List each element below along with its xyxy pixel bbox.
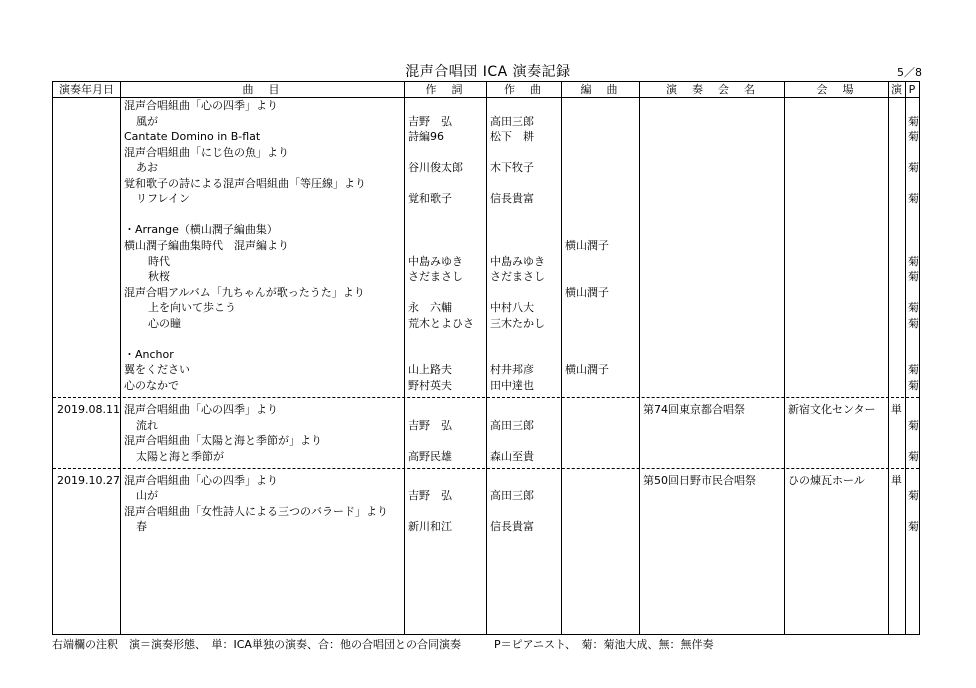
cell-piece: 流れ (136, 418, 158, 432)
cell-composer: 松下 耕 (490, 130, 534, 144)
cell-composer: 高田三郎 (490, 418, 534, 432)
column-divider (561, 82, 562, 634)
cell-arranger: 横山潤子 (565, 238, 609, 252)
document-title: 混声合唱団 ICA 演奏記録 (405, 64, 571, 80)
cell-lyrics: 野村英夫 (408, 378, 452, 392)
cell-lyrics: 吉野 弘 (408, 418, 452, 432)
cell-piece: 心の瞳 (148, 316, 181, 330)
cell-lyrics: 谷川俊太郎 (408, 161, 463, 175)
cell-arranger: 横山潤子 (565, 363, 609, 377)
column-divider (639, 82, 640, 634)
cell-lyrics: 山上路夫 (408, 363, 452, 377)
cell-lyrics: 永 六輔 (408, 301, 452, 315)
cell-lyrics: 詩編96 (408, 130, 444, 144)
cell-pianist: 菊 (908, 161, 919, 175)
cell-lyrics: 吉野 弘 (408, 489, 452, 503)
column-divider (784, 82, 785, 634)
cell-composer: 木下牧子 (490, 161, 534, 175)
cell-venue: 新宿文化センター (788, 403, 876, 416)
column-divider (888, 82, 889, 634)
cell-pianist: 菊 (908, 316, 919, 330)
record-table (52, 81, 920, 635)
cell-piece: あお (136, 161, 158, 175)
header-pianist: P (908, 83, 916, 96)
cell-pianist: 菊 (908, 520, 919, 534)
cell-piece: 山が (136, 489, 158, 503)
header-concert: 演 奏 会 名 (666, 83, 757, 96)
header-form: 演 (891, 83, 902, 96)
cell-piece: 心のなかで (124, 378, 179, 392)
column-divider (486, 82, 487, 634)
cell-piece: ・Arrange（横山潤子編曲集） (124, 223, 278, 237)
cell-lyrics: 高野民雄 (408, 449, 452, 463)
cell-pianist: 菊 (908, 270, 919, 284)
cell-composer: 三木たかし (490, 316, 545, 330)
cell-piece: 混声合唱アルバム「九ちゃんが歌ったうた」より (124, 285, 365, 299)
cell-composer: 信長貴富 (490, 520, 534, 534)
cell-pianist: 菊 (908, 130, 919, 144)
cell-piece: 時代 (148, 254, 170, 268)
cell-pianist: 菊 (908, 114, 919, 128)
cell-lyrics: さだまさし (408, 270, 463, 284)
cell-composer: 中村八大 (490, 301, 534, 315)
cell-piece: リフレイン (136, 192, 191, 206)
cell-piece: 混声合唱組曲「心の四季」より (124, 473, 278, 487)
header-venue: 会 場 (816, 83, 856, 96)
cell-pianist: 菊 (908, 301, 919, 315)
cell-piece: 混声合唱組曲「心の四季」より (124, 99, 278, 112)
cell-lyrics: 新川和江 (408, 520, 452, 534)
cell-piece: 上を向いて歩こう (148, 301, 236, 315)
cell-pianist: 菊 (908, 363, 919, 377)
cell-pianist: 菊 (908, 378, 919, 392)
cell-composer: さだまさし (490, 270, 545, 284)
header-composer: 作 曲 (504, 83, 543, 96)
header-piece: 曲 目 (242, 83, 282, 96)
cell-composer: 田中達也 (490, 378, 534, 392)
cell-lyrics: 覚和歌子 (408, 192, 452, 206)
cell-lyrics: 荒木とよひさ (408, 316, 474, 330)
cell-piece: 翼をください (124, 363, 190, 377)
cell-date: 2019.10.27 (57, 473, 120, 487)
cell-piece: 覚和歌子の詩による混声合唱組曲「等圧線」より (124, 176, 366, 190)
cell-concert: 第74回東京都合唱祭 (643, 403, 745, 416)
cell-lyrics: 吉野 弘 (408, 114, 452, 128)
cell-piece: Cantate Domino in B-flat (124, 130, 261, 144)
cell-concert: 第50回日野市民合唱祭 (643, 473, 756, 487)
header-arranger: 編 曲 (580, 83, 620, 96)
cell-piece: 太陽と海と季節が (136, 449, 224, 463)
cell-piece: ・Anchor (124, 347, 174, 361)
page-number: 5／8 (897, 66, 922, 79)
cell-date: 2019.08.11 (57, 403, 120, 416)
cell-form: 単 (891, 403, 902, 416)
cell-piece: 秋桜 (148, 270, 170, 284)
cell-pianist: 菊 (908, 418, 919, 432)
cell-pianist: 菊 (908, 192, 919, 206)
header-lyrics: 作 詞 (425, 83, 465, 96)
cell-piece: 混声合唱組曲「心の四季」より (124, 403, 278, 416)
cell-composer: 中島みゆき (490, 254, 545, 268)
column-divider (404, 82, 405, 634)
cell-pianist: 菊 (908, 449, 919, 463)
header-date: 演奏年月日 (59, 83, 114, 96)
cell-piece: 混声合唱組曲「女性詩人による三つのバラード」より (124, 504, 388, 518)
cell-composer: 高田三郎 (490, 114, 534, 128)
footer-note: 右端欄の注釈 演＝演奏形態、 単：ICA単独の演奏、合：他の合唱団との合同演奏 P＝ピアニスト、 菊：菊池大成、無：無伴奏 (52, 638, 714, 651)
cell-pianist: 菊 (908, 254, 919, 268)
column-divider (905, 82, 906, 634)
cell-lyrics: 中島みゆき (408, 254, 463, 268)
cell-composer: 森山至貴 (490, 449, 534, 463)
column-divider (120, 82, 121, 634)
cell-piece: 混声合唱組曲「にじ色の魚」より (124, 145, 289, 159)
cell-piece: 横山潤子編曲集時代 混声編より (124, 238, 289, 252)
cell-composer: 信長貴富 (490, 192, 534, 206)
cell-piece: 風が (136, 114, 158, 128)
cell-pianist: 菊 (908, 489, 919, 503)
cell-composer: 高田三郎 (490, 489, 534, 503)
cell-venue: ひの煉瓦ホール (788, 473, 865, 487)
cell-piece: 春 (136, 520, 147, 534)
cell-piece: 混声合唱組曲「太陽と海と季節が」より (124, 434, 322, 448)
cell-form: 単 (891, 473, 902, 487)
cell-composer: 村井邦彦 (490, 363, 534, 377)
cell-arranger: 横山潤子 (565, 285, 609, 299)
